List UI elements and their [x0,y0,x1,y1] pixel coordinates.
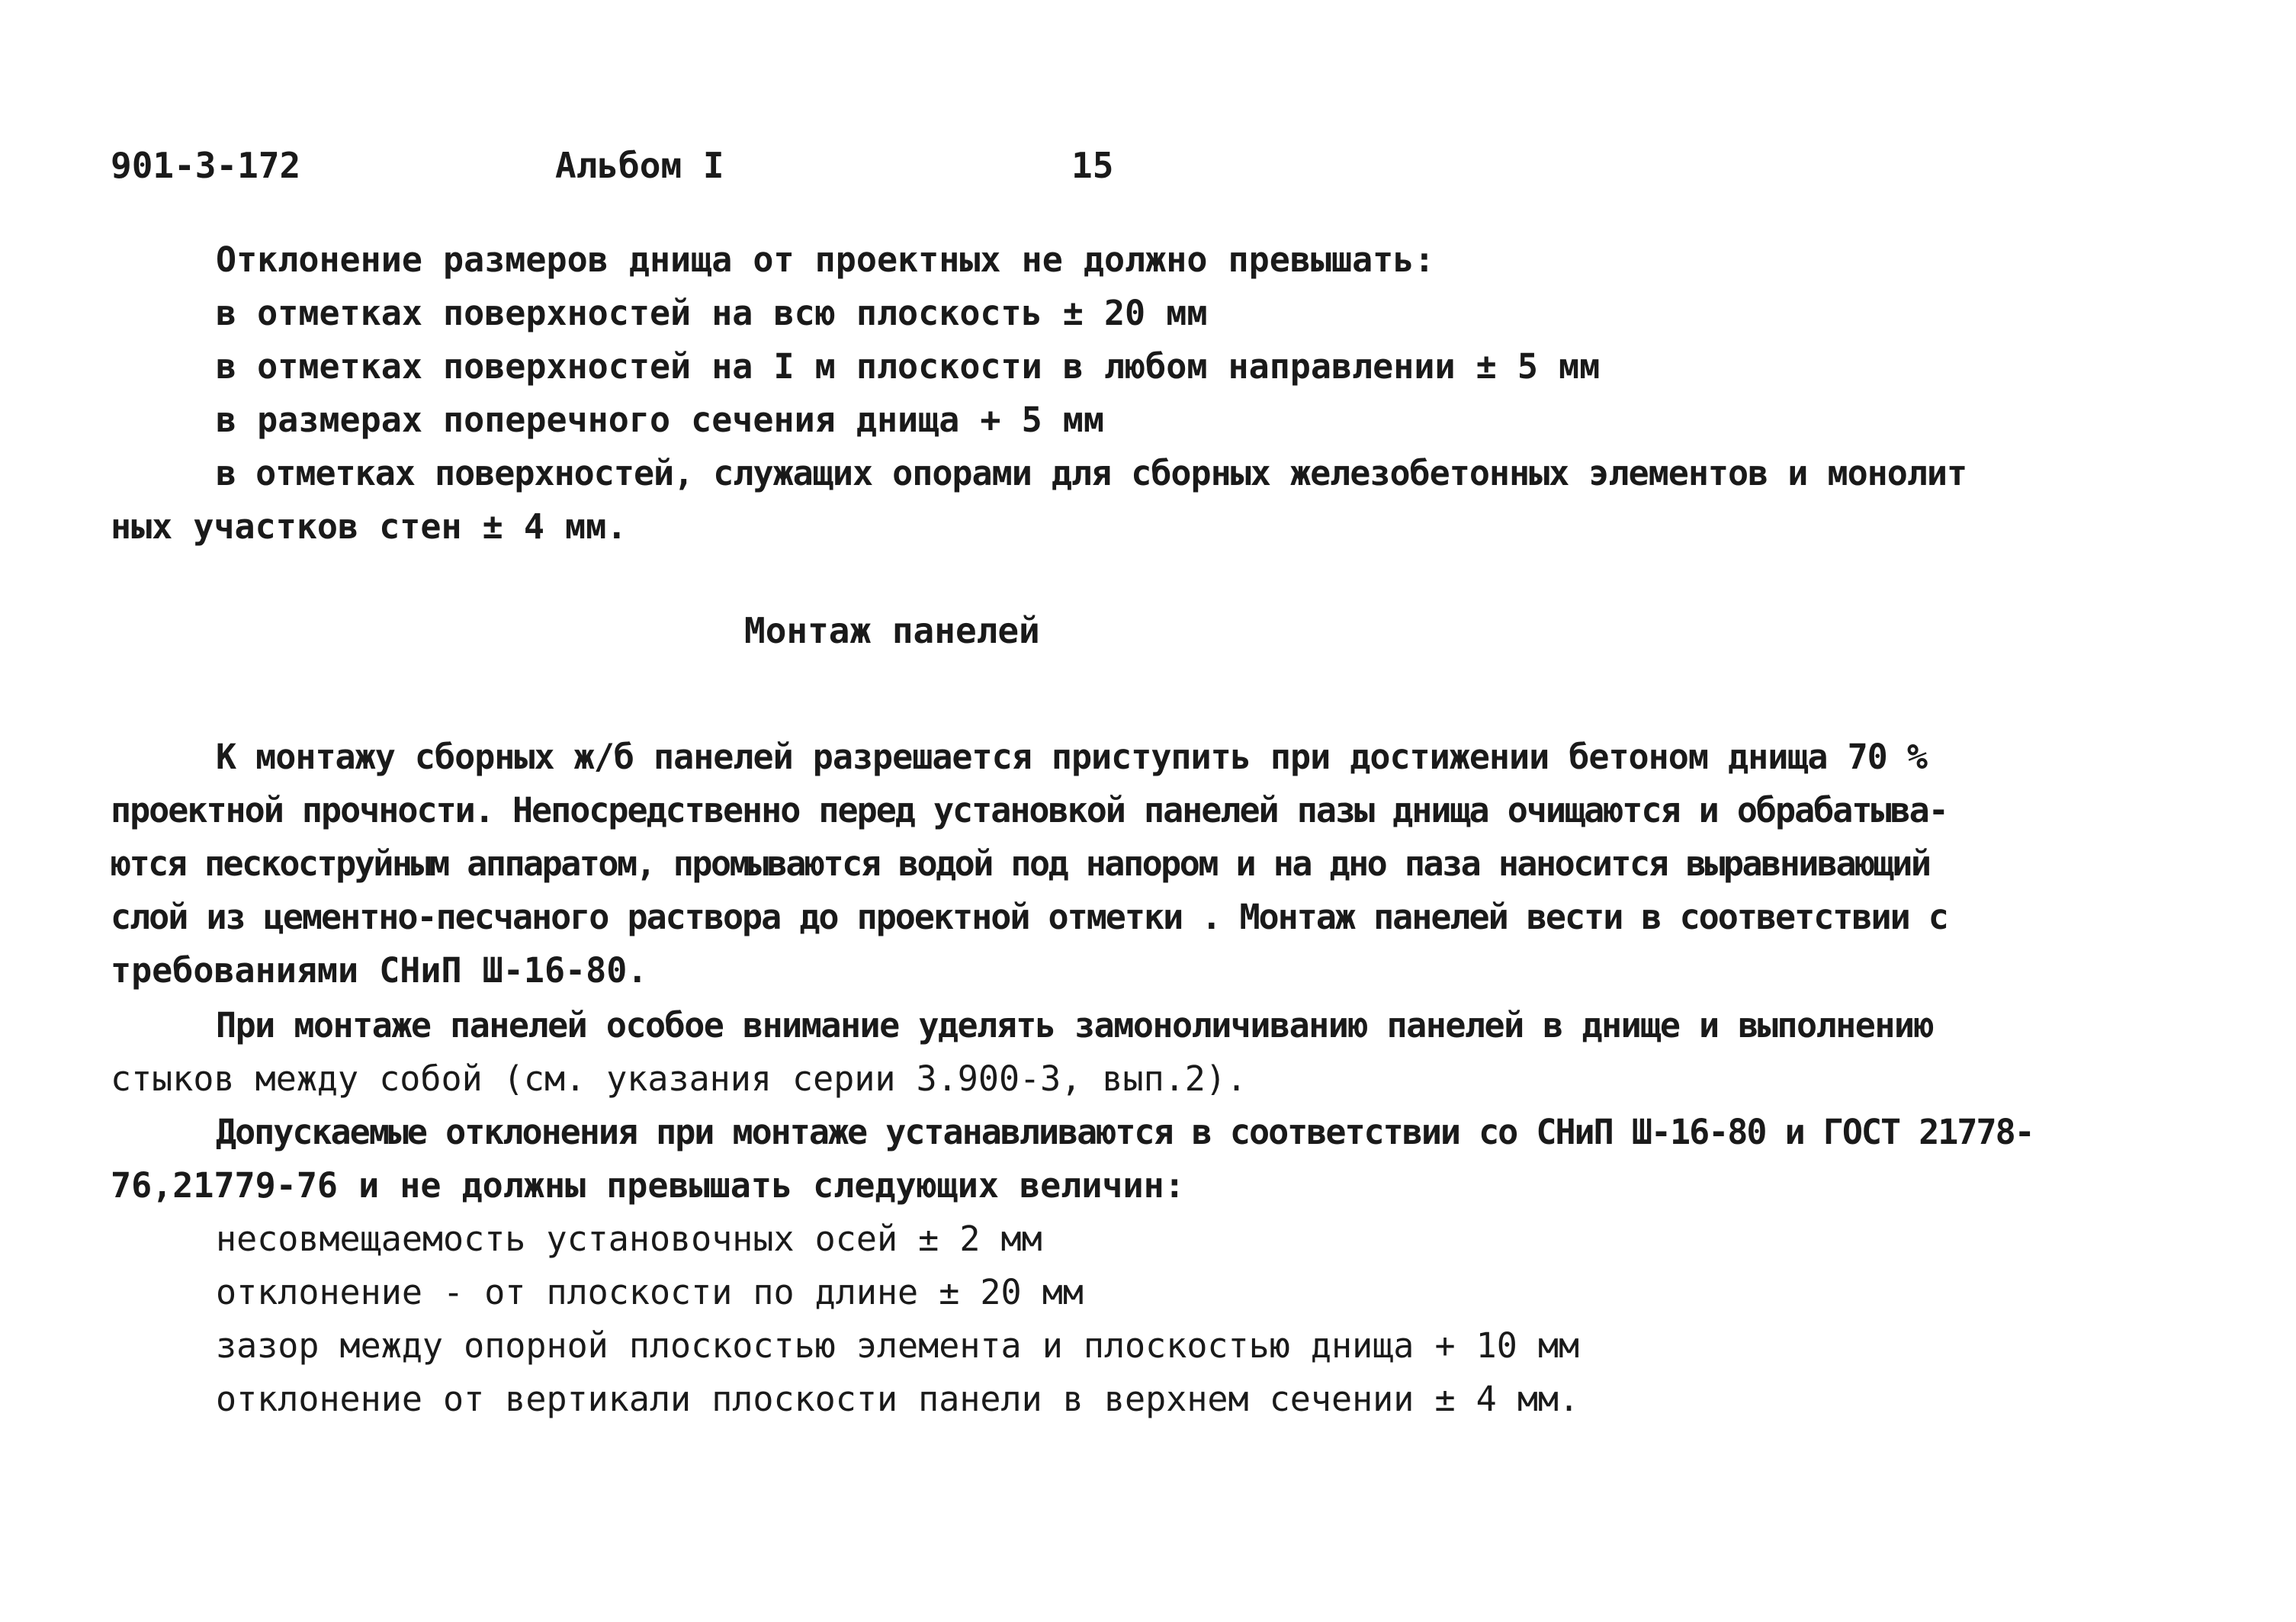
paragraph-line: требованиями СНиП Ш-16-80. [111,950,648,991]
deviation-line: в размерах поперечного сечения днища + 5 мм [216,400,1104,440]
deviation-line: в отметках поверхностей, служащих опорами для сборных железобетонных элементов и монолит [216,453,1967,493]
paragraph-line: слой из цементно-песчаного раствора до проектной отметки . Монтаж панелей вести в соответствии с [111,897,1948,937]
paragraph-line: стыков между собой (см. указания серии 3.900-3, вып.2). [111,1058,1248,1099]
deviation-line-continued: ных участков стен ± 4 мм. [111,506,628,547]
deviation-line: в отметках поверхностей на всю плоскость ± 20 мм [216,293,1208,333]
paragraph-line: проектной прочности. Непосредственно перед установкой панелей пазы днища очищаются и обрабатыва- [111,790,1948,830]
album-label: Альбом I [555,145,724,186]
paragraph-line: Допускаемые отклонения при монтаже устанавливаются в соответствии со СНиП Ш-16-80 и ГОСТ 21778- [216,1112,2034,1152]
paragraph-line: ются пескоструйным аппаратом, промываются водой под напором и на дно паза наносится выравнивающий [111,843,1930,884]
paragraph-line: К монтажу сборных ж/б панелей разрешается приступить при достижении бетоном днища 70 % [216,737,1927,777]
deviation-line: в отметках поверхностей на I м плоскости в любом направлении ± 5 мм [216,346,1601,387]
tolerance-item: отклонение - от плоскости по длине ± 20 мм [216,1272,1084,1312]
paragraph-line: 76,21779-76 и не должны превышать следующих величин: [111,1165,1185,1206]
tolerance-item: отклонение от вертикали плоскости панели в верхнем сечении ± 4 мм. [216,1379,1580,1419]
deviation-intro: Отклонение размеров днища от проектных не должно превышать: [216,239,1435,280]
tolerance-item: зазор между опорной плоскостью элемента и плоскостью днища + 10 мм [216,1325,1580,1366]
section-heading: Монтаж панелей [744,610,1040,651]
page-number: 15 [1071,145,1114,186]
tolerance-item: несовмещаемость установочных осей ± 2 мм [216,1219,1042,1259]
document-code: 901-3-172 [111,145,301,186]
paragraph-line: При монтаже панелей особое внимание уделять замоноличиванию панелей в днище и выполнению [216,1005,1934,1045]
